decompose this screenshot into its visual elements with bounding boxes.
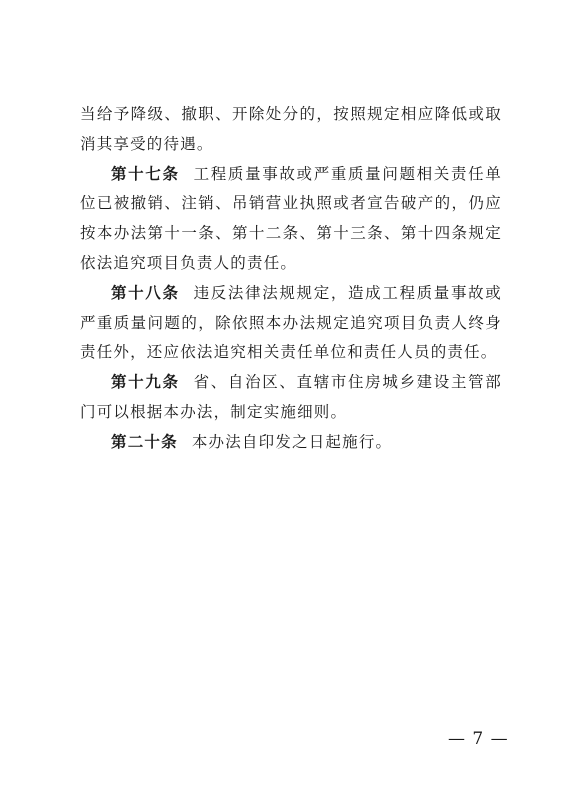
article-text: 违反法律法规规定，造成工程质量事故或严重质量问题的，除依照本办法规定追究项目负责人终身责任外，还应依法追究相关责任单位和责任人员的责任。 bbox=[80, 283, 502, 362]
article-19 bbox=[80, 368, 502, 428]
article-text: 省、自治区、直辖市住房城乡建设主管部门可以根据本办法，制定实施细则。 bbox=[80, 373, 502, 421]
document-body bbox=[80, 100, 502, 458]
article-text: 本办法自印发之日起施行。 bbox=[191, 432, 393, 451]
article-17 bbox=[80, 160, 502, 279]
article-20 bbox=[80, 428, 502, 458]
article-text: 工程质量事故或严重质量问题相关责任单位已被撤销、注销、吊销营业执照或者宣告破产的，仍应按本办法第十一条、第十二条、第十三条、第十四条规定依法追究项目负责人的责任。 bbox=[80, 164, 502, 272]
article-number: 第十七条 bbox=[111, 164, 180, 183]
article-number: 第二十条 bbox=[111, 432, 178, 451]
paragraph-continuation bbox=[80, 100, 502, 160]
article-number: 第十九条 bbox=[111, 373, 180, 392]
paragraph-text: 当给予降级、撤职、开除处分的，按照规定相应降低或取消其享受的待遇。 bbox=[80, 105, 502, 153]
article-18 bbox=[80, 279, 502, 368]
article-number: 第十八条 bbox=[111, 283, 180, 302]
page-number: — 7 — bbox=[448, 729, 509, 749]
